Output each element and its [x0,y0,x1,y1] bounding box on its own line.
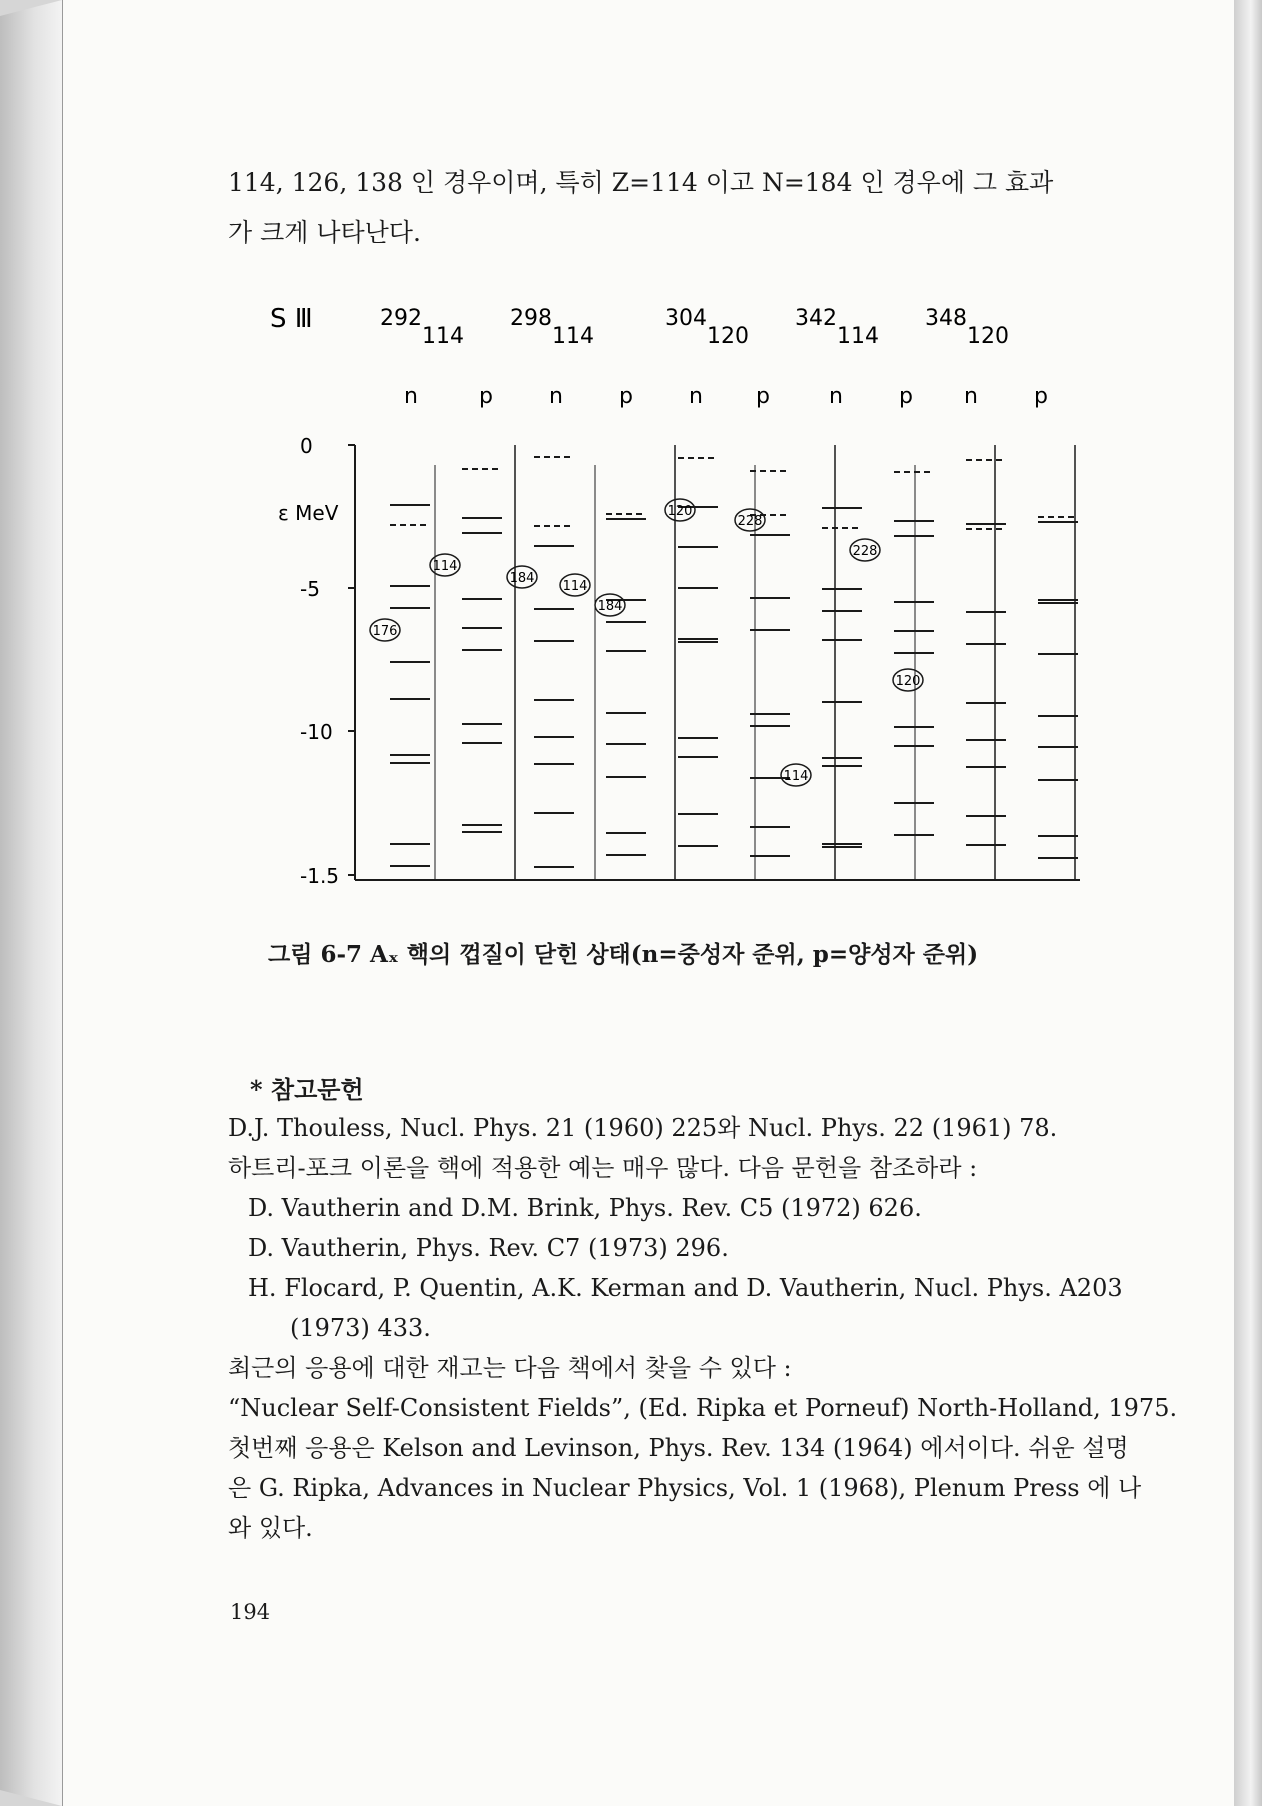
magic-number-label: 114 [562,579,588,594]
y-tick-label: 0 [300,434,313,458]
nucleus-charge: 114 [837,324,879,349]
column-label: n [964,384,978,409]
reference-line: “Nuclear Self-Consistent Fields”, (Ed. Ripka et Porneuf) North-Holland, 1975. [228,1394,1178,1422]
magic-number-circles [370,499,923,786]
column-label: p [479,384,493,409]
y-tick-label: -1.5 [300,864,340,888]
magic-number-label: 120 [895,674,921,689]
nucleus-mass: 342 [795,306,837,331]
book-left-edge [0,0,62,1806]
nucleus-charge: 120 [707,324,749,349]
column-label: n [689,384,703,409]
energy-levels [390,457,1078,867]
reference-line: (1973) 433. [290,1314,431,1342]
y-tick-label: -10 [300,720,333,744]
references-list [228,1108,1177,1548]
y-tick-label: -5 [300,577,320,601]
figure-caption: 그림 6-7 Aₓ 핵의 껍질이 닫힌 상태(n=중성자 준위, p=양성자 준위) [268,941,979,968]
axis-unit: ε MeV [278,501,339,525]
reference-line: H. Flocard, P. Quentin, A.K. Kerman and D. Vautherin, Nucl. Phys. A203 [248,1274,1123,1302]
shell-level-diagram [260,295,1090,900]
book-right-edge [1234,0,1262,1806]
column-label: n [829,384,843,409]
column-label: n [404,384,418,409]
magic-number-label: 184 [509,571,535,586]
reference-line: 와 있다. [228,1514,313,1542]
figure-label: S Ⅲ [270,304,313,334]
nucleus-charge: 114 [422,324,464,349]
magic-number-label: 228 [737,514,763,529]
reference-line: D. Vautherin and D.M. Brink, Phys. Rev. C5 (1972) 626. [248,1194,922,1222]
column-label: n [549,384,563,409]
nucleus-mass: 348 [925,306,967,331]
reference-line: 하트리-포크 이론을 핵에 적용한 예는 매우 많다. 다음 문헌을 참조하라 : [228,1154,978,1182]
nucleus-mass: 292 [380,306,422,331]
column-headers [404,384,1048,409]
nucleus-charge: 114 [552,324,594,349]
page-number: 194 [230,1600,271,1624]
reference-line: D.J. Thouless, Nucl. Phys. 21 (1960) 225와 Nucl. Phys. 22 (1961) 78. [228,1114,1058,1142]
magic-number-label: 176 [372,624,398,639]
intro-line-1: 114, 126, 138 인 경우이며, 특히 Z=114 이고 N=184 인 경우에 그 효과 [228,168,1054,197]
magic-number-label: 114 [783,769,809,784]
reference-line: 첫번째 응용은 Kelson and Levinson, Phys. Rev. 134 (1964) 에서이다. 쉬운 설명 [228,1434,1129,1462]
magic-number-label: 228 [852,544,878,559]
column-label: p [756,384,770,409]
intro-line-2: 가 크게 나타난다. [228,218,421,247]
nucleus-charge: 120 [967,324,1009,349]
magic-number-label: 120 [667,504,693,519]
magic-number-label: 114 [432,559,458,574]
magic-number-label: 184 [597,599,623,614]
column-label: p [899,384,913,409]
reference-line: 은 G. Ripka, Advances in Nuclear Physics, Vol. 1 (1968), Plenum Press 에 나 [228,1474,1142,1502]
column-label: p [619,384,633,409]
nuclei-headers [380,306,1009,349]
reference-line: D. Vautherin, Phys. Rev. C7 (1973) 296. [248,1234,729,1262]
intro-paragraph [228,165,1053,265]
reference-line: 최근의 응용에 대한 재고는 다음 책에서 찾을 수 있다 : [228,1354,792,1382]
nucleus-mass: 304 [665,306,707,331]
references-heading: * 참고문헌 [250,1075,364,1104]
nucleus-mass: 298 [510,306,552,331]
column-label: p [1034,384,1048,409]
